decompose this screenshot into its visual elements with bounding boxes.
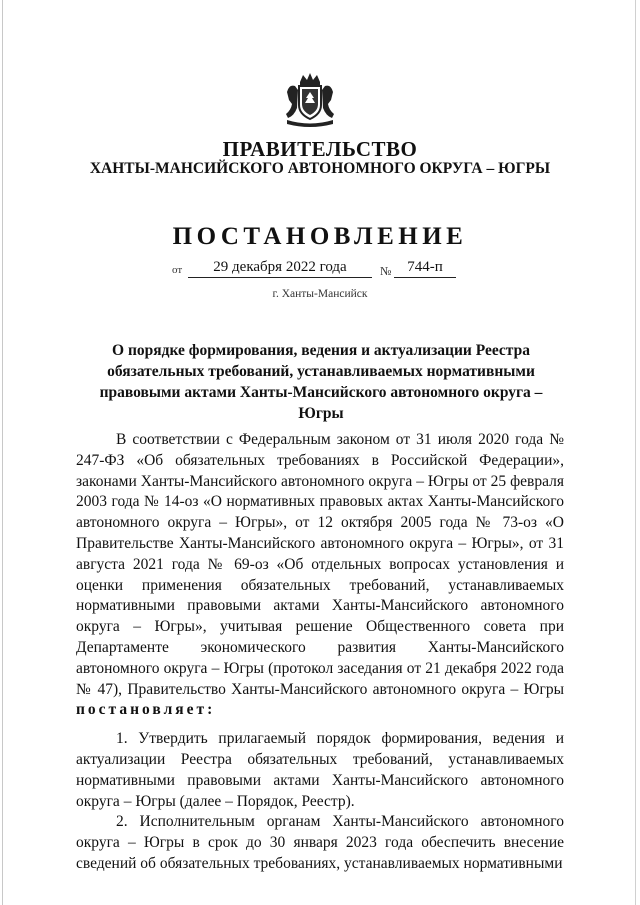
decree-punct: : [207,701,216,719]
item-1: 1. Утвердить прилагаемый порядок формирования, ведения и актуализации Реестра обязательных требований, устанавливаемых нормативными правовыми актами Ханты-Мансийского автономного округа – Югры (далее – Порядок, Реестр). [76,730,564,810]
dateline [172,258,492,280]
document-subject: О порядке формирования, ведения и актуализации Реестра обязательных требований, устанавливаемых нормативными правовыми актами Ханты-Мансийского автономного округа – Югры [99,342,543,422]
document-date: 29 декабря 2022 года [188,258,372,278]
document-body [76,430,564,875]
decree-word: постановляет [76,701,208,719]
item-2: 2. Исполнительным органам Ханты-Мансийского автономного округа – Югры в срок до 30 января 2023 года обеспечить внесение сведений об обязательных требованиях, устанавливаемых нормативными [76,813,564,872]
preamble-paragraph [76,430,564,721]
city-name: г. Ханты-Мансийск [272,288,368,300]
preamble-text: В соответствии с Федеральным законом от 31 июля 2020 года № 247-ФЗ «Об обязательных требованиях в Российской Федерации», законами Ханты-Мансийского автономного округа – Югры от 25 февраля 2003 года № 14-оз «О нормативных правовых актах Ханты-Мансийского автономного округа – Югры», от 12 октября 2005 года № 73-оз «О Правительстве Ханты-Мансийского автономного округа – Югры», от 31 августа 2021 года № 69-оз «Об отдельных вопросах установления и оценки применения обязательных требований, устанавливаемых нормативными правовыми актами Ханты-Мансийского автономного округа – Югры», учитывая решение Общественного совета при Департаменте экономического развития Ханты-Мансийского автономного округа – Югры (протокол заседания от 21 декабря 2022 года № 47), Правительство Ханты-Мансийского автономного округа – Югры [76,431,564,698]
scan-edge-left [2,0,3,905]
scan-edge-right [635,0,636,905]
document-number: 744-п [394,258,456,278]
coat-of-arms-icon [283,72,337,130]
number-label: № [380,264,392,278]
date-from-label: от [172,264,183,276]
document-type: ПОСТАНОВЛЕНИЕ [172,223,468,250]
government-title: ПРАВИТЕЛЬСТВО [222,137,418,161]
government-region: ХАНТЫ-МАНСИЙСКОГО АВТОНОМНОГО ОКРУГА – ЮГРЫ [89,160,551,177]
